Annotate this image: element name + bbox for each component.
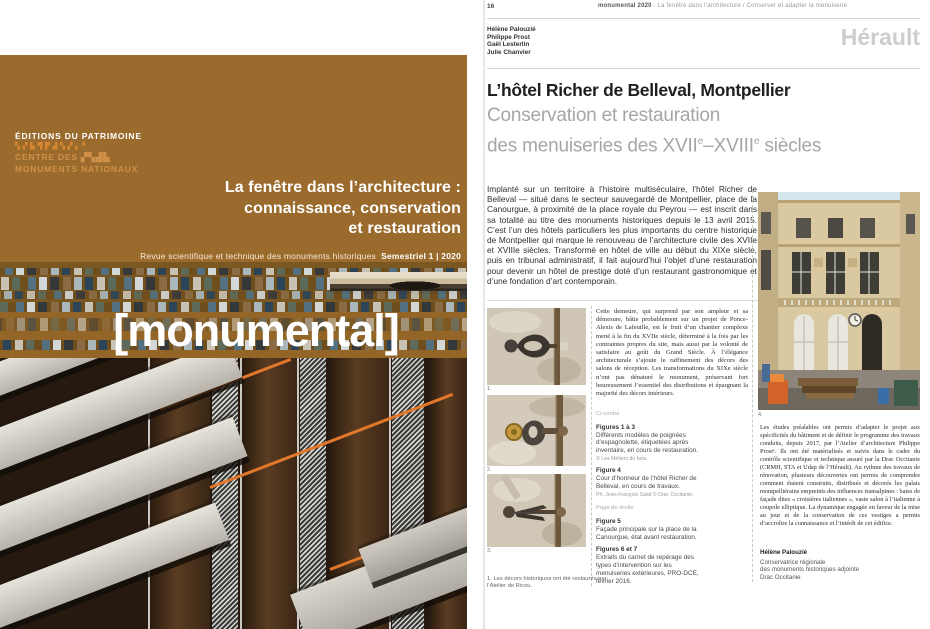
cover-photo-facade — [0, 358, 467, 629]
header-rule-top — [487, 18, 920, 19]
caption-text: Extraits du carnet de repérage des types d’intervention sur les menuiseries extérieures, PRO-DCE, février 2016. — [596, 554, 699, 585]
author: Hélène Palouzié — [487, 26, 536, 33]
author: Philippe Prost — [487, 33, 530, 41]
subtitle-line-2: des menuiseries des XVIIe–XVIIIe siècles — [487, 134, 822, 156]
facade-highlight — [240, 358, 242, 629]
espagnolette-illustration-2 — [487, 395, 586, 466]
masthead-monumental: [monumental] — [113, 305, 399, 356]
page-number: 16 — [487, 3, 495, 10]
author-name: Hélène Palouzié — [760, 549, 808, 556]
figure-1-espagnolette-photo — [487, 308, 586, 385]
running-head: monumental 2020 · La fenêtre dans l’architecture / Conserver et adapter la menuiserie — [598, 3, 848, 9]
article-standfirst: Implanté sur un territoire à l’histoire multiséculaire, l’hôtel Richer de Belleval — situé dans le secteur sauvegardé de Montpellier, place de la Canourgue, à proximité de la place royale du Peyrou — est inscrit dans sa totalité au titre des monuments historiques depuis le 13 avril 2015. C’est l’un des hôtels particuliers les plus importants du centre historique de Montpellier qui marque le renouveau de l’architecture civile des XVIIe et XVIIIe siècles. Transformé en hôtel de ville au début du XIXe siècle, puis en tribunal administratif, il fait aujourd’hui l’objet d’une restauration pour devenir un hôtel de prestige doté d’un restaurant gastronomique et d’une fondation d’art contemporain. — [487, 184, 757, 286]
figure-number-3: 3. — [487, 548, 492, 554]
caption-title: Figure 4 — [596, 467, 621, 475]
dossier-title-line: et restauration — [348, 220, 461, 237]
author-role: Conservatrice régionale — [760, 558, 826, 566]
filmstrip-band — [0, 291, 467, 299]
captions-column — [596, 404, 700, 585]
caption-credit: © Les Métiers du bois. — [596, 455, 648, 462]
article-subtitle — [487, 103, 821, 158]
page-divider — [483, 0, 485, 629]
figure-4-courtyard-photo — [758, 192, 920, 410]
author-role: Drac Occitanie — [760, 573, 801, 581]
mesh-panel — [212, 358, 238, 629]
column-separator — [591, 306, 592, 586]
author: Julie Chanvier — [487, 48, 531, 56]
figure-number-1: 1. — [487, 386, 492, 392]
publisher-name: ÉDITIONS DU PATRIMOINE — [15, 131, 142, 141]
caption-credit: Ph. Jean-François Salat © Drac Occitanie. — [596, 491, 694, 498]
caption-heading: Page de droite — [596, 505, 634, 512]
authors-list — [487, 26, 536, 56]
caption-title: Figures 1 à 3 — [596, 423, 636, 431]
subtitle-line-1: Conservation et restauration — [487, 105, 721, 126]
figure-3-espagnolette-photo — [487, 474, 586, 547]
courtyard-illustration — [758, 192, 920, 410]
publisher-monuments: MONUMENTS NATIONAUX — [15, 164, 139, 174]
facade-highlight — [297, 358, 299, 629]
caption-heading: Ci-contre — [596, 411, 620, 417]
figure-2-espagnolette-photo — [487, 395, 586, 466]
region-label: Hérault — [840, 24, 920, 50]
column-separator — [752, 190, 753, 582]
body-paragraph-right: Les études préalables ont permis d’adapter le projet aux spécificités du bâtiment et de définir le programme des travaux conduits, depuis 2017, par l’Atelier d’architecture Philippe Prost¹. Ils ont été matérialisés et suivis dans le cadre du contrôle scientifique et technique assuré par la Drac Occitanie (CRMH, STA et Udap de l’Hérault). Au rythme des travaux de rénovation, plusieurs découvertes ont permis de comprendre comment étaient construits, distribués et décorés les palais montpelliérains empreints des influences transalpines : baies de façade dites « croisières italiennes », vaste salon à l’italienne à coupole elliptique. La dynamique engagée en faveur de la mise au jour et de la conservation de ces vestiges a permis d’accroître la connaissance et l’intérêt de cet édifice. — [760, 424, 920, 527]
figure-number-4: 4. — [758, 412, 763, 418]
caption-text: Cour d’honneur de l’hôtel Richer de Belleval, en cours de travaux. — [596, 475, 697, 490]
caption-text: Façade principale sur la place de la Canourgue, état avant restauration. — [596, 525, 697, 541]
dossier-title-line: connaissance, conservation — [244, 199, 461, 217]
header-rule-bottom — [487, 68, 920, 69]
caption-title: Figures 6 et 7 — [596, 546, 638, 554]
running-head-issue: monumental 2020 — [598, 3, 652, 9]
cover-tagline: Revue scientifique et technique des monuments historiques Semestriel 1 | 2020 — [140, 251, 461, 261]
publisher-pixel-deco-icon: ▚▞▙▜▛▟▚▞▖▘ — [15, 143, 90, 150]
publisher-logo — [15, 130, 142, 175]
espagnolette-illustration-3 — [487, 474, 586, 547]
figure-number-2: 2. — [487, 467, 492, 473]
cover-page — [0, 55, 467, 629]
espagnolette-illustration-1 — [487, 308, 586, 385]
author-role: des monuments historiques adjointe — [760, 566, 860, 574]
publisher-centre: CENTRE DES ▞▚▟▙ — [15, 152, 111, 162]
footnote: 1. Les décors historiques ont été restaurés par l’Atelier de Ricou. — [487, 576, 607, 589]
body-paragraph-left: Cette demeure, qui surprend par son ampleur et sa démesure, bâtie probablement sur un projet de Ponce-Alexis de Lafeuille, est le fruit d’un chantier complexe mené à la fin du XVIIe siècle, déterminé à la fois par les contraintes propres du site, mais aussi par la volonté de satisfaire au goût du Grand Siècle. À l’élégance architecturale s’ajoute le raffinement des décors des salons de réception. Les transformations du XIXe siècle n’ont pas dénaturé le monument, préservant fort heureusement l’essentiel des distributions et épargnant la majorité des décors intérieurs. — [596, 308, 748, 398]
cover-dossier-title — [225, 178, 461, 240]
dossier-title-line: La fenêtre dans l’architecture : — [224, 179, 461, 196]
caption-text: Différents modèles de poignées d’espagnolette, étiquetées après inventaire, en cours de restauration. — [596, 431, 698, 455]
wood-panel — [243, 358, 298, 629]
article-title: L’hôtel Richer de Belleval, Montpellier — [487, 80, 791, 100]
author-credit-block — [760, 549, 859, 581]
author: Gaël Lesterlin — [487, 41, 530, 49]
cover-issue: Semestriel 1 | 2020 — [381, 251, 461, 261]
caption-title: Figure 5 — [596, 517, 621, 525]
